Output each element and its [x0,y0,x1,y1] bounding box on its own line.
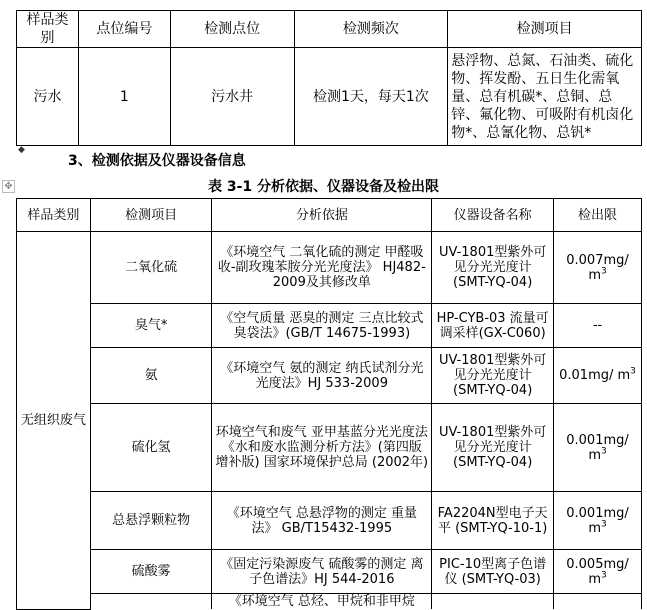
cell-item: 二氧化硫 [90,232,212,304]
cell-limit: 0.005mg/ $m^3$ [554,550,642,594]
cell-instrument: UV-1801型紫外可见分光光度计 (SMT-YQ-04) [432,348,554,404]
cell-category: 污水 [17,48,79,146]
cell-basis: 《环境空气 氨的测定 纳氏试剂分光光度法》HJ 533-2009 [212,348,432,404]
table-row [17,304,642,348]
section-heading: 3、检测依据及仪器设备信息 [68,153,246,169]
cell-instrument: PIC-10型离子色谱仪 (SMT-YQ-03) [432,550,554,594]
cell-category: 无组织废气 [17,232,91,610]
unit-exponent: 3 [630,366,636,377]
cell-item: 硫酸雾 [90,550,212,594]
cell-instrument: FA2204N型电子天平 (SMT-YQ-10-1) [432,492,554,550]
cell-frequency: 检测1天，每天1次 [294,48,448,146]
header-frequency: 检测频次 [294,11,448,48]
header-test-item: 检测项目 [90,199,212,232]
cell-basis: 《环境空气 总悬浮物的测定 重量法》 GB/T15432-1995 [212,492,432,550]
unit-exponent: 3 [600,519,607,530]
cell-limit: 0.001mg/ $m^3$ [554,492,642,550]
cell-basis: 环境空气和废气 亚甲基蓝分光光度法《水和废水监测分析方法》(第四版增补版) 国家环境保护总局 (2002年) [212,404,432,492]
cell-items: 悬浮物、总氮、石油类、硫化物、挥发酚、五日生化需氧量、总有机碳*、总铜、总锌、氟化物、可吸附有机卤化物*、总氰化物、总钒* [448,48,642,146]
header-sample-category: 样品类别 [17,11,79,48]
unit-exponent: 3 [600,266,607,277]
header-instrument: 仪器设备名称 [432,199,554,232]
cell-instrument: HP-CYB-03 流量可调采样(GX-C060) [432,304,554,348]
unit-exponent: 3 [600,570,607,581]
table-move-handle-icon[interactable]: ✥ [2,180,15,193]
cell-limit: 0.01mg/ $m^3$ [554,348,642,404]
table-row [17,348,642,404]
cell-limit: -- [554,304,642,348]
table-title: 表 3-1 分析依据、仪器设备及检出限 [207,179,440,195]
header-detection-limit: 检出限 [554,199,642,232]
cell-instrument: UV-1801型紫外可见分光光度计 (SMT-YQ-04) [432,404,554,492]
cell-limit: 0.001mg/ $m^3$ [554,404,642,492]
cell-basis: 《环境空气 二氧化硫的测定 甲醛吸收-副玫瑰苯胺分光光度法》 HJ482-2009及其修改单 [212,232,432,304]
cell-location: 污水井 [170,48,294,146]
header-location: 检测点位 [170,11,294,48]
cell-basis: 《空气质量 恶臭的测定 三点比较式臭袋法》(GB/T 14675-1993) [212,304,432,348]
analysis-table [16,198,642,610]
table-row [17,232,642,304]
cell-instrument: UV-1801型紫外可见分光光度计 (SMT-YQ-04) [432,232,554,304]
header-analysis-basis: 分析依据 [212,199,432,232]
cell-item: 氨 [90,348,212,404]
cell-basis: 《环境空气 总烃、甲烷和非甲烷 [212,594,432,610]
table-row [17,550,642,594]
cell-item: 硫化氢 [90,404,212,492]
cell-limit [554,594,642,610]
header-point-no: 点位编号 [78,11,170,48]
cell-limit: 0.007mg/ $m^3$ [554,232,642,304]
cell-item [90,594,212,610]
cell-item: 臭气* [90,304,212,348]
cell-point-no: 1 [78,48,170,146]
cell-basis: 《固定污染源废气 硫酸雾的测定 离子色谱法》HJ 544-2016 [212,550,432,594]
header-sample-category: 样品类别 [17,199,91,232]
unit-exponent: 3 [600,446,607,457]
header-items: 检测项目 [448,11,642,48]
table-row [17,492,642,550]
table-row [17,404,642,492]
sampling-table [16,10,642,146]
paragraph-mark: ◆ [18,145,25,155]
cell-instrument [432,594,554,610]
table-row [17,594,642,610]
cell-item: 总悬浮颗粒物 [90,492,212,550]
